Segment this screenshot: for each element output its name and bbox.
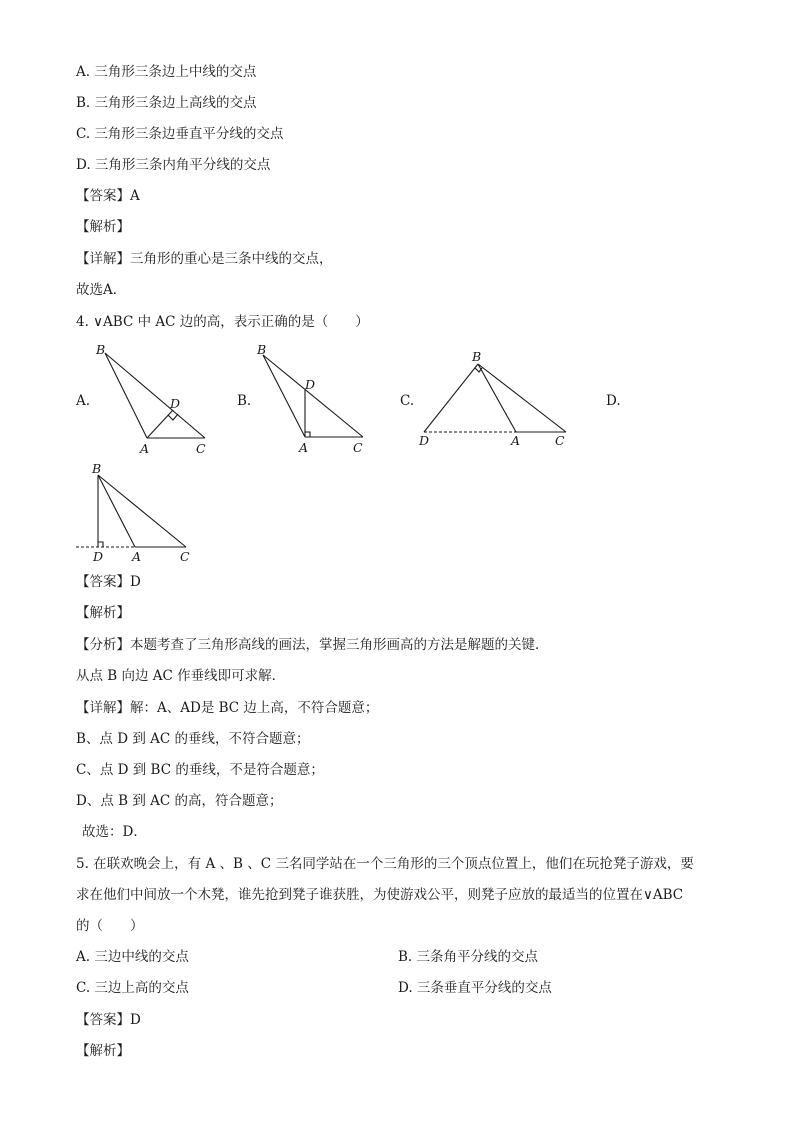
q5-option-d: D. 三条垂直平分线的交点 <box>398 980 552 996</box>
q3-analysis-heading: 【解析】 <box>76 219 130 235</box>
vertex-d-label: D <box>93 549 104 564</box>
vertex-a-label: A <box>299 440 309 455</box>
q4-figure-label-c: C. <box>400 393 415 409</box>
q3-answer: 【答案】A <box>76 188 140 204</box>
q5-option-b: B. 三条角平分线的交点 <box>398 949 539 965</box>
q5-analysis-heading: 【解析】 <box>76 1043 130 1059</box>
vertex-b-label: B <box>92 461 102 476</box>
q4-detail-c: C、点 D 到 BC 的垂线，不是符合题意； <box>76 762 324 778</box>
q4-figure-a <box>90 338 215 462</box>
q5-stem-line1: 5. 在联欢晚会上，有 A 、B 、C 三名同学站在一个三角形的三个顶点位置上，他们在玩抢凳子游戏，要 <box>76 856 694 872</box>
vertex-b-label: B <box>472 349 482 364</box>
q5-answer: 【答案】D <box>76 1012 141 1028</box>
q4-detail-a: 【详解】解：A、AD是 BC 边上高，不符合题意； <box>76 700 379 716</box>
vertex-b-label: B <box>96 342 106 357</box>
vertex-b-label: B <box>257 342 267 357</box>
q5-option-a: A. 三边中线的交点 <box>76 949 189 965</box>
vertex-a-label: A <box>140 441 150 456</box>
vertex-c-label: C <box>180 549 190 564</box>
q4-figure-b <box>252 338 377 462</box>
vertex-a-label: A <box>511 433 521 448</box>
q5-option-c: C. 三边上高的交点 <box>76 980 189 996</box>
q3-detail: 【详解】三角形的重心是三条中线的交点， <box>76 251 333 267</box>
q4-figure-d <box>72 458 202 572</box>
q4-choose: 故选：D． <box>82 824 147 840</box>
vertex-c-label: C <box>555 433 565 448</box>
vertex-d-label: D <box>419 433 430 448</box>
q3-choose: 故选A． <box>76 282 127 298</box>
vertex-d-label: D <box>170 396 181 411</box>
vertex-a-label: A <box>132 549 142 564</box>
q4-method: 从点 B 向边 AC 作垂线即可求解． <box>76 668 286 684</box>
q4-answer: 【答案】D <box>76 574 141 590</box>
q3-option-b: B. 三角形三条边上高线的交点 <box>76 95 257 111</box>
q4-analysis-heading: 【解析】 <box>76 605 130 621</box>
q4-stem: 4. ∨ABC 中 AC 边的高，表示正确的是（ ） <box>76 314 369 330</box>
vertex-c-label: C <box>353 440 363 455</box>
q4-figure-label-a: A. <box>76 393 91 409</box>
q3-option-d: D. 三角形三条内角平分线的交点 <box>76 157 271 173</box>
q5-stem-line2: 求在他们中间放一个木凳，谁先抢到凳子谁获胜，为使游戏公平，则凳子应放的最适当的位置在∨ABC <box>76 887 684 903</box>
q4-fenxi: 【分析】本题考查了三角形高线的画法，掌握三角形画高的方法是解题的关键． <box>76 637 549 653</box>
q4-figure-label-d: D. <box>606 393 621 409</box>
q3-option-c: C. 三角形三条边垂直平分线的交点 <box>76 126 284 142</box>
q4-figure-c <box>415 345 585 454</box>
q4-detail-b: B、点 D 到 AC 的垂线，不符合题意； <box>76 731 310 747</box>
q5-stem-line3: 的（ ） <box>76 918 144 934</box>
vertex-d-label: D <box>305 377 316 392</box>
vertex-c-label: C <box>196 441 206 456</box>
q4-figure-label-b: B. <box>237 393 252 409</box>
q4-detail-d: D、点 B 到 AC 的高，符合题意； <box>76 793 283 809</box>
q3-option-a: A. 三角形三条边上中线的交点 <box>76 64 257 80</box>
